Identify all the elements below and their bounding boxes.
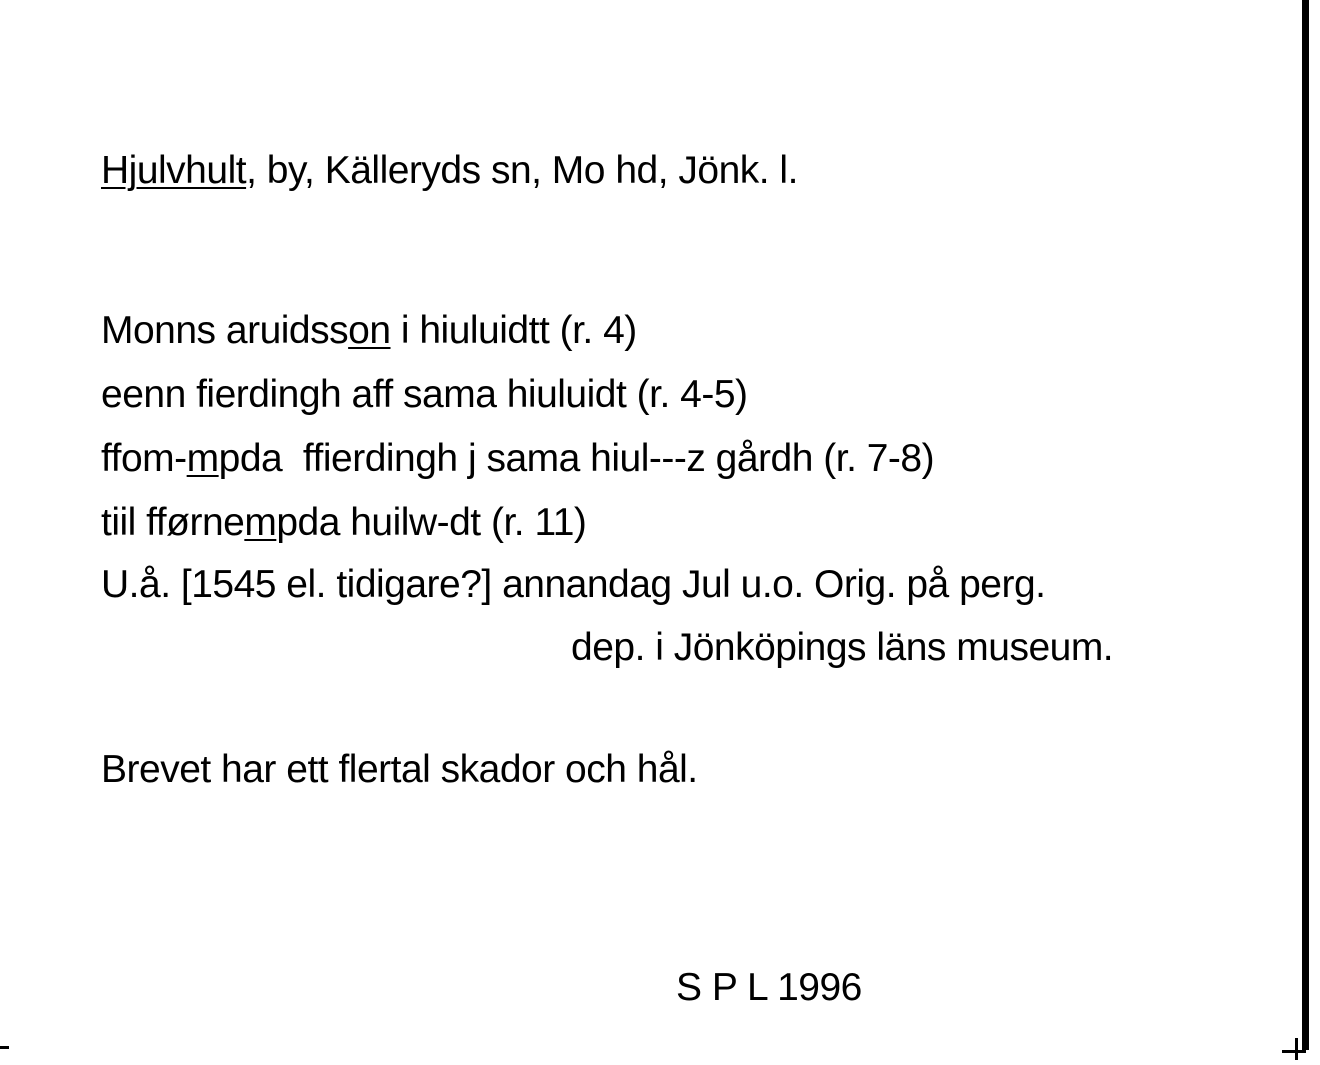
citation-line-1: Monns aruidsson i hiuluidtt (r. 4) xyxy=(101,309,637,352)
source-line: U.å. [1545 el. tidigare?] annandag Jul u.o. Orig. på perg. xyxy=(101,563,1046,606)
citation-line-2: eenn fierdingh aff sama hiuluidt (r. 4-5) xyxy=(101,373,748,416)
source-location-line: dep. i Jönköpings läns museum. xyxy=(571,626,1114,669)
signature: S P L 1996 xyxy=(676,966,862,1009)
left-edge-mark xyxy=(0,1046,9,1049)
condition-note: Brevet har ett flertal skador och hål. xyxy=(101,748,698,791)
citation-line-3: ffom-mpda ffierdingh j sama hiul---z gårdh (r. 7-8) xyxy=(101,437,935,480)
abbreviation-mark: m xyxy=(244,501,277,544)
place-name: Hjulvhult xyxy=(101,149,247,192)
corner-mark xyxy=(1282,1050,1306,1053)
card-right-border xyxy=(1302,0,1309,1050)
place-description: , by, Källeryds sn, Mo hd, Jönk. l. xyxy=(246,149,798,192)
abbreviation-mark: on xyxy=(348,309,391,352)
corner-mark-vertical xyxy=(1295,1038,1298,1060)
citation-line-4: tiil fførnempda huilw-dt (r. 11) xyxy=(101,501,587,544)
abbreviation-mark: m xyxy=(186,437,219,480)
place-heading xyxy=(101,148,798,194)
